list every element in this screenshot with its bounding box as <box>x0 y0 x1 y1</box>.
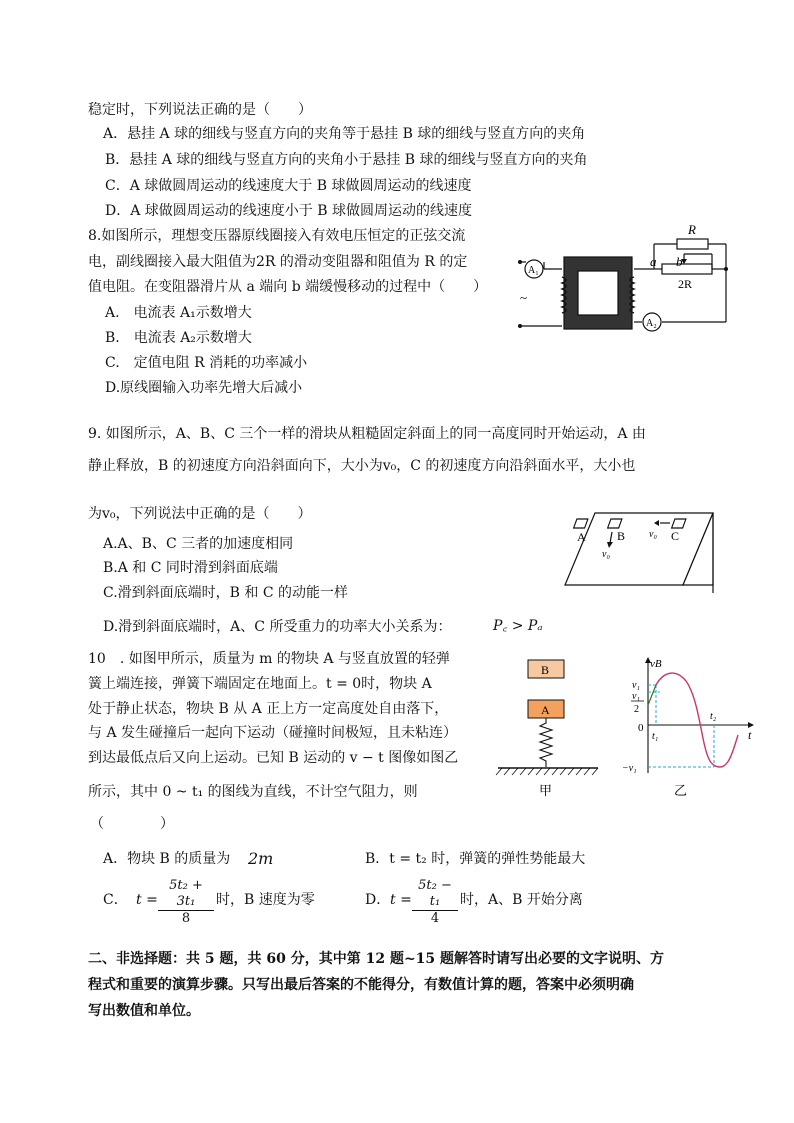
slider-a-label: a <box>650 254 657 269</box>
t-axis-label: t <box>748 728 752 742</box>
vb-axis-label: vB <box>650 658 662 670</box>
q10-line5: 到达最低点后又向上运动。已知 B 运动的 v − t 图像如图乙 <box>88 750 459 766</box>
block-b-label: B <box>541 663 550 677</box>
q9-line3: 为v₀，下列说法中正确的是（ ） <box>88 506 312 522</box>
q8-option-c: C. 定值电阻 R 消耗的功率减小 <box>105 355 308 371</box>
q8-line3: 值电阻。在变阻器滑片从 a 端向 b 端缓慢移动的过程中（ ） <box>88 279 488 295</box>
q7-option-c: C．A 球做圆周运动的线速度大于 B 球做圆周运动的线速度 <box>105 178 472 194</box>
ammeter-a1-label: A₁ <box>528 265 539 276</box>
q10-line4: 与 A 发生碰撞后一起向下运动（碰撞时间极短，且未粘连） <box>88 725 458 741</box>
q9-incline-figure <box>555 505 725 597</box>
origin-label: 0 <box>638 722 644 734</box>
q9-option-c: C.滑到斜面底端时，B 和 C 的动能一样 <box>103 585 349 601</box>
slider-b-label: B <box>617 529 626 543</box>
t1-tick-label: t₁ <box>652 731 659 742</box>
q8-option-b: B. 电流表 A₂示数增大 <box>105 330 252 346</box>
q7-option-b: B．悬挂 A 球的细线与竖直方向的夹角小于悬挂 B 球的细线与竖直方向的夹角 <box>105 152 588 168</box>
q10-option-d-prefix: D． <box>365 892 391 908</box>
q10-option-b: B．t = t₂ 时，弹簧的弹性势能最大 <box>365 851 586 867</box>
slider-b-label: b <box>676 254 683 269</box>
q7-option-d: D．A 球做圆周运动的线速度小于 B 球做圆周运动的线速度 <box>105 203 472 219</box>
ammeter-a2-label: A₂ <box>646 318 657 329</box>
q10-answer-paren: （ ） <box>90 816 174 832</box>
q10-spring-figure <box>490 655 602 805</box>
v1-half-denominator: 2 <box>634 704 639 715</box>
v1-tick-label: v₁ <box>632 680 640 691</box>
q8-line2: 电，副线圈接入最大阻值为2R 的滑动变阻器和阻值为 R 的定 <box>88 254 468 270</box>
q10-line1: 10 . 如图甲所示，质量为 m 的物块 A 与竖直放置的轻弹 <box>88 651 450 667</box>
ac-source-symbol: ~ <box>520 290 528 305</box>
q10-option-c-fraction <box>158 878 214 927</box>
rheostat-2r-label: 2R <box>678 277 693 291</box>
q7-stem: 稳定时，下列说法正确的是（ ） <box>88 102 312 118</box>
q9-option-d: D.滑到斜面底端时，A、C 所受重力的功率大小关系为： <box>103 619 452 635</box>
q9-option-b: B.A 和 C 同时滑到斜面底端 <box>103 560 278 576</box>
section2-line2: 程式和重要的演算步骤。只写出最后答案的不能得分，有数值计算的题，答案中必须明确 <box>88 977 634 993</box>
q10-option-a-value: 2m <box>248 849 274 868</box>
q8-circuit-figure <box>512 222 742 334</box>
q8-option-d: D.原线圈输入功率先增大后减小 <box>105 380 303 396</box>
q9-power-relation: P꜀ > Pₐ <box>493 618 543 634</box>
fraction-denominator: 8 <box>181 911 191 926</box>
slider-c-label: C <box>671 529 680 543</box>
q9-line2: 静止释放，B 的初速度方向沿斜面向下，大小为v₀，C 的初速度方向沿斜面水平，大小也 <box>88 458 636 474</box>
velocity-c-label: v₀ <box>649 529 657 540</box>
q10-line2: 簧上端连接，弹簧下端固定在地面上。t = 0时，物块 A <box>88 676 432 692</box>
fraction-numerator: 5t₂ + 3t₁ <box>158 878 214 911</box>
q10-option-c-t: t = <box>136 892 158 908</box>
q10-option-d-text: 时，A、B 开始分离 <box>460 892 583 908</box>
section2-line1: 二、非选择题：共 5 题，共 60 分，其中第 12 题~15 题解答时请写出必要的文字说明、方 <box>88 951 665 967</box>
velocity-b-label: v₀ <box>602 549 610 560</box>
q9-option-a: A.A、B、C 三者的加速度相同 <box>103 536 294 552</box>
fraction-denominator: 4 <box>430 911 440 926</box>
fraction-numerator: 5t₂ − t₁ <box>412 878 458 911</box>
neg-v1-tick-label: −v₁ <box>622 763 637 774</box>
q8-option-a: A. 电流表 A₁示数增大 <box>105 305 252 321</box>
section2-line3: 写出数值和单位。 <box>88 1003 200 1019</box>
q7-option-a: A．悬挂 A 球的细线与竖直方向的夹角等于悬挂 B 球的细线与竖直方向的夹角 <box>103 126 586 142</box>
v1-half-numerator: v₁ <box>632 691 640 702</box>
t2-tick-label: t₂ <box>710 711 717 722</box>
q10-option-d-fraction <box>412 878 458 927</box>
q10-option-c-text: 时，B 速度为零 <box>216 892 315 908</box>
q10-line3: 处于静止状态，物块 B 从 A 正上方一定高度处自由落下， <box>88 701 449 717</box>
q9-line1: 9. 如图所示，A、B、C 三个一样的滑块从粗糙固定斜面上的同一高度同时开始运动，A 由 <box>88 426 646 442</box>
q10-option-a: A．物块 B 的质量为 <box>103 851 231 867</box>
figure-jia-caption: 甲 <box>539 783 553 798</box>
figure-yi-caption: 乙 <box>674 783 688 798</box>
resistor-r-label: R <box>688 222 696 237</box>
q8-line1: 8.如图所示，理想变压器原线圈接入有效电压恒定的正弦交流 <box>88 228 466 244</box>
q10-option-c-prefix: C． <box>103 892 128 908</box>
q10-vt-graph <box>620 655 760 803</box>
q10-line6: 所示，其中 0 ~ t₁ 的图线为直线，不计空气阻力，则 <box>88 784 418 800</box>
q10-option-d-t: t = <box>390 892 412 908</box>
block-a-label: A <box>541 703 550 717</box>
slider-a-label: A <box>577 530 586 544</box>
